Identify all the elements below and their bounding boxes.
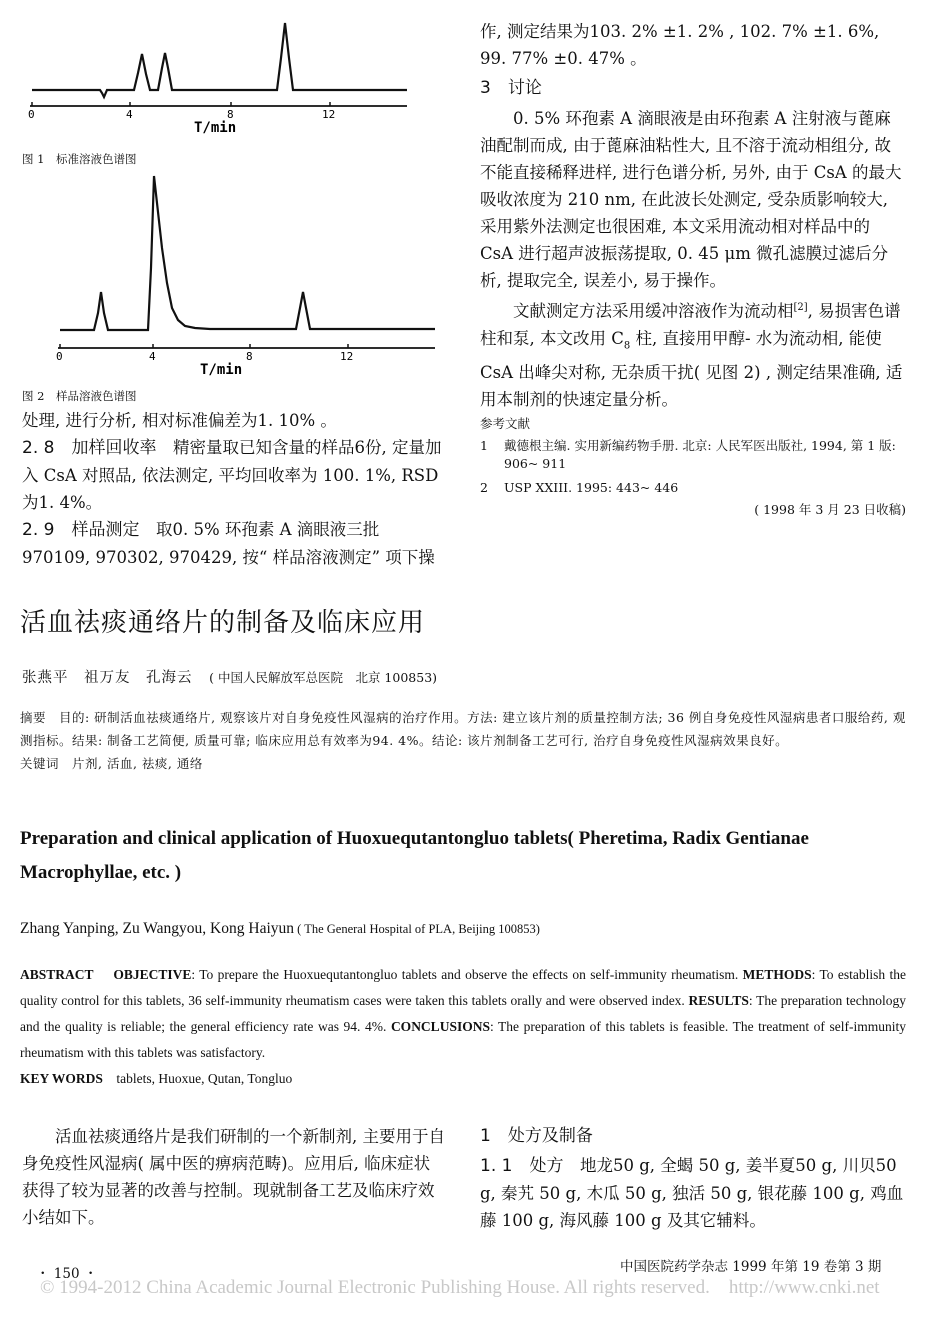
figure-2-tick-label: 8 [246,350,253,363]
figure-1-tick-label: 12 [322,108,336,121]
reference-text: USP XXIII. 1995: 443~ 446 [504,479,679,495]
figure-1-plot [22,18,412,138]
paragraph [480,294,906,413]
figure-1-tick-label: 4 [126,108,133,121]
figure-1-trace [32,23,407,97]
keywords-cn: 关键词 片剂, 活血, 祛痰, 通络 [20,756,203,771]
figure-1-x-label: T/min [194,120,237,136]
text-run: , 易损害色谱柱和泵, 本文改用 C [480,301,901,348]
reference-text: 戴德根主编. 实用新编药物手册. 北京: 人民军医出版社, 1994, 第 1 版: 906~ 911 [504,437,896,471]
results-text: : The preparation technology and the quality is reliable; the general efficiency rate was 94. 4%. [20,993,906,1034]
left-column-top-text [22,407,446,571]
authors-cn-line [22,666,437,687]
abstract-en [20,962,906,1092]
conclusions-text: : The preparation of this tablets is feasible. The treatment of self-immunity rheumatism with this tablets was satisfactory. [20,1019,906,1060]
reference-item [480,437,906,473]
journal-info: 中国医院药学杂志 1999 年第 19 卷第 3 期 [620,1259,882,1275]
conclusions-label: CONCLUSIONS [390,1019,490,1034]
section-body: 地龙50 g, 全蝎 50 g, 姜半夏50 g, 川贝50 g, 秦艽 50 g, 木瓜 50 g, 独活 50 g, 银花藤 100 g, 鸡血藤 100 g, 海风藤 100 g 及其它辅料。 [480,1156,904,1230]
figure-1-tick-label: 0 [28,108,35,121]
page-number: ・ 150 ・ [36,1266,98,1282]
paragraph: 作, 测定结果为103. 2% ±1. 2% , 102. 7% ±1. 6%, 99. 77% ±0. 47% 。 [480,22,880,68]
authors-en: Zhang Yanping, Zu Wangyou, Kong Haiyun [20,920,295,937]
objective-label: OBJECTIVE [113,967,192,982]
reference-number: 2 [480,479,488,495]
section-1-heading: 1 处方及制备 [480,1126,593,1146]
intro-paragraph: 活血祛痰通络片是我们研制的一个新制剂, 主要用于自身免疫性风湿病( 属中医的痹病范畴)。应用后, 临床症状获得了较为显著的改善与控制。现就制备工艺及临床疗效小结如下。 [22,1127,445,1227]
figure-1-chromatogram [22,18,412,138]
figure-2-plot [50,168,440,378]
methods-text: : To establish the quality control for this tablets, 36 self-immunity rheumatism cases were taken this tablets orally and were observed index. [20,967,906,1008]
text-run: 文献测定方法采用缓冲溶液作为流动相 [513,301,794,321]
figure-2-tick-label: 0 [56,350,63,363]
subscript: 8 [623,339,631,351]
reference-number: 1 [480,437,488,453]
copyright-watermark: © 1994-2012 China Academic Journal Electronic Publishing House. All rights reserved. http://www.cnki.net [40,1277,880,1298]
abstract-cn [20,706,906,775]
received-date: ( 1998 年 3 月 23 日收稿) [754,501,906,517]
text-run: 柱, 直接用甲醇- 水为流动相, 能使 CsA 出峰尖对称, 无杂质干扰( 见图 2) , 测定结果准确, 适用本制剂的快速定量分析。 [480,328,903,409]
citation: [2] [793,302,808,313]
section-heading: 2. 9 样品测定 [22,520,140,540]
body-left-column [22,1123,446,1231]
authors-en-line [20,920,540,938]
affiliation-en: ( The General Hospital of PLA, Beijing 100853) [294,922,540,936]
figure-2-x-label: T/min [200,362,243,378]
authors-cn: 张燕平 祖万友 孔海云 [22,670,193,686]
keywords-text: tablets, Huoxue, Qutan, Tongluo [102,1071,293,1086]
section-heading: 1. 1 处方 [480,1156,564,1176]
section-1-1 [480,1152,906,1234]
keywords-label: KEY WORDS [20,1071,103,1086]
figure-2-tick-label: 4 [149,350,156,363]
reference-item [480,479,906,497]
objective-text: : To prepare the Huoxuequtantongluo tablets and observe the effects on self-immunity rheumatism. [191,967,743,982]
references-title: 参考文献 [480,415,531,431]
abstract-cn-text: 摘要 目的: 研制活血祛痰通络片, 观察该片对自身免疫性风湿病的治疗作用。方法: 建立该片剂的质量控制方法; 36 例自身免疫性风湿病患者口服给药, 观测指标。结果: 制备工艺简便, 质量可靠; 临床应用总有效率为94. 4%。结论: 该片剂制备工艺可行, 治疗自身免疫性风湿病效果良好。 [20,710,906,748]
abstract-label: ABSTRACT [20,967,94,982]
figure-1-tick-label: 8 [227,108,234,121]
references [480,415,906,519]
article-title: 活血祛痰通络片的制备及临床应用 [20,608,426,638]
keywords-en [20,1066,906,1092]
figure-2-chromatogram [50,168,440,378]
section-2-9 [22,516,446,571]
results-label: RESULTS [688,993,749,1008]
section-2-8 [22,434,446,516]
section-body: 精密量取已知含量的样品6份, 定量加入 CsA 对照品, 依法测定, 平均回收率为 100. 1%, RSD 为1. 4%。 [22,438,442,512]
figure-2-tick-label: 12 [340,350,354,363]
figure-2-trace [60,176,435,330]
paragraph: 处理, 进行分析, 相对标准偏差为1. 10% 。 [22,411,337,430]
figure-2-caption: 图 2 样品溶液色谱图 [22,389,137,403]
section-3-heading: 3 讨论 [480,78,542,98]
section-body: 取0. 5% 环孢素 A 滴眼液三批 970109, 970302, 970429, 按“ 样品溶液测定” 项下操 [22,520,435,567]
methods-label: METHODS [742,967,812,982]
affiliation-cn: ( 中国人民解放军总医院 北京 100853) [209,670,438,685]
figure-1-caption: 图 1 标准溶液色谱图 [22,152,137,166]
paragraph: 0. 5% 环孢素 A 滴眼液是由环孢素 A 注射液与蓖麻油配制而成, 由于蓖麻油粘性大, 且不溶于流动相组分, 故不能直接稀释进样, 进行色谱分析, 另外, 由于 CsA 的最大吸收浓度为 210 nm, 在此波长处测定, 受杂质影响较大, 采用紫外法测定也很困难, 本文采用流动相对样品中的 CsA 进行超声波振荡提取, 0. 45 μm 微孔滤膜过滤后分析, 提取完全, 误差小, 易于操作。 [480,109,902,290]
english-title: Preparation and clinical application of Huoxuequtantongluo tablets( Pheretima, Radix Gentianae Macrophyllae, etc. ) [20,828,809,883]
body-right-column [480,1123,906,1234]
section-heading: 2. 8 加样回收率 [22,438,157,458]
abstract-en-text [20,962,906,1066]
right-column-top-text [480,18,906,519]
